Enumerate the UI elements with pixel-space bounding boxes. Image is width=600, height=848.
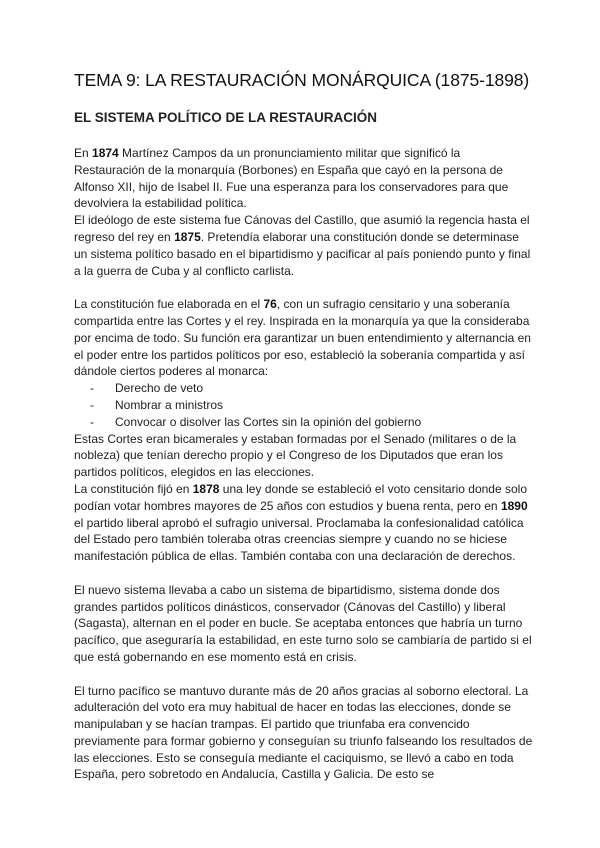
paragraph-text: El ideólogo de este sistema fue Cánovas del Castillo, que asumió la regencia hasta el regreso del rey en — [74, 213, 530, 244]
list-item — [74, 414, 534, 431]
year-highlight: 76 — [263, 297, 277, 312]
section-heading: EL SISTEMA POLÍTICO DE LA RESTAURACIÓN — [74, 110, 378, 125]
paragraph-spacer — [74, 666, 534, 683]
year-highlight: 1878 — [192, 481, 220, 496]
list-item-text: Convocar o disolver las Cortes sin la opinión del gobierno — [115, 414, 422, 429]
paragraph-7: El turno pacífico se mantuvo durante más de 20 años gracias al soborno electoral. La adulteración del voto era muy habitual de hacer en todas las elecciones, donde se manipulaban y se hacían trampas. El partido que triunfaba era convencido previamente para formar gobierno y conseguían su triunfo falseando los resultados de las elecciones. Esto se conseguía mediante el caciquismo, se llevó a cabo en toda España, pero sobretodo en Andalucía, Castilla y Galicia. De esto se — [74, 683, 533, 782]
year-highlight: 1890 — [500, 498, 528, 513]
paragraph-text: En — [74, 146, 93, 160]
document-body — [74, 145, 534, 783]
paragraph-6: El nuevo sistema llevaba a cabo un sistema de bipartidismo, sistema donde dos grandes partidos políticos dinásticos, conservador (Cánovas del Castillo) y liberal (Sagasta), alternan en el poder en bucle. Se aceptaba entonces que habría un turno pacífico, que aseguraría la estabilidad, en este turno solo se cambiaría de partido si el que está gobernando en ese momento está en crisis. — [74, 582, 532, 664]
paragraph-spacer — [74, 565, 534, 582]
paragraph-text: La constitución fijó en — [74, 481, 193, 496]
paragraph-text: el partido liberal aprobó el sufragio universal. Proclamaba la confesionalidad católica del Estado pero también toleraba otras creencias siempre y cuando no se hiciese manifestación pública de ellas. También contaba con una declaración de derechos. — [74, 515, 524, 564]
paragraph-1 — [74, 145, 534, 212]
paragraph-3 — [74, 296, 534, 380]
list-dash: - — [90, 414, 94, 429]
paragraph-spacer — [74, 279, 534, 296]
year-highlight: 1874 — [92, 146, 119, 160]
paragraph-4: Estas Cortes eran bicamerales y estaban formadas por el Senado (militares o de la nobleza) que tenían derecho propio y el Congreso de los Diputados que eran los partidos políticos, elegidos en las elecciones. — [74, 431, 517, 480]
paragraph-text: . Pretendía elaborar una constitución donde se determinase un sistema político basado en el bipartidismo y pacificar al país poniendo punto y final a la guerra de Cuba y al conflicto carlista. — [74, 229, 531, 278]
paragraph-5 — [74, 481, 534, 565]
list-dash: - — [90, 381, 94, 396]
list-item — [74, 380, 534, 397]
list-item-text: Nombrar a ministros — [115, 397, 224, 412]
paragraph-text: La constitución fue elaborada en el — [74, 297, 264, 312]
paragraph-text: una ley donde se estableció el voto censitario donde solo podían votar hombres mayores de 25 años con estudios y buena renta, pero en — [74, 481, 527, 513]
year-highlight: 1875 — [174, 229, 201, 244]
paragraph-text: Martínez Campos da un pronunciamiento militar que significó la Restauración de la monarquía (Borbones) en España que cayó en la persona de Alfonso XII, hijo de Isabel II. Fue una esperanza para los conservadores para que devolviera la estabilidad política. — [74, 146, 509, 211]
paragraph-2 — [74, 212, 534, 279]
list-item-text: Derecho de veto — [115, 381, 204, 396]
page-title: TEMA 9: LA RESTAURACIÓN MONÁRQUICA (1875-1898) — [74, 70, 530, 90]
monarch-powers-list — [74, 380, 534, 430]
paragraph-text: , con un sufragio censitario y una soberanía compartida entre las Cortes y el rey. Inspirada en la monarquía ya que la consideraba por encima de todo. Su función era garantizar un buen entendimiento y alternancia en el poder entre los partidos políticos por eso, estableció la soberanía compartida y así dándole ciertos poderes al monarca: — [74, 297, 531, 379]
list-item — [74, 397, 534, 414]
list-dash: - — [90, 397, 94, 412]
